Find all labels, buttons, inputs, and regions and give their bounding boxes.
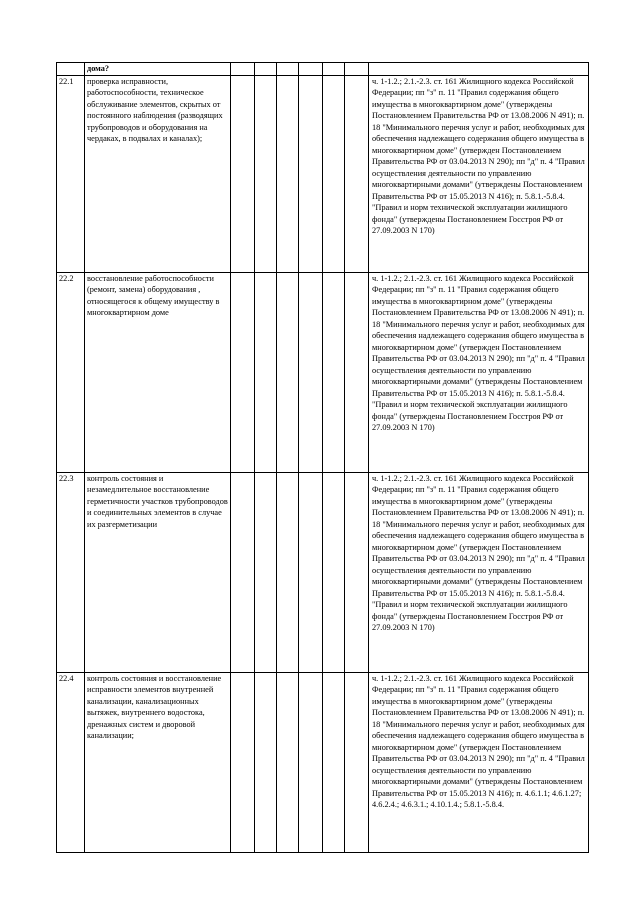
answer-cell <box>231 472 255 672</box>
answer-cell <box>277 75 299 272</box>
num-cell <box>57 63 85 76</box>
requirement-description: контроль состояния и восстановление исправности элементов внутренней канализации, канализационных вытяжек, внутреннего водостока, дренажных систем и дворовой канализации; <box>85 672 231 852</box>
requirement-description: контроль состояния и незамедлительное восстановление герметичности участков трубопроводов и соединительных элементов в случае их разгерметизации <box>85 472 231 672</box>
table-row <box>57 272 589 472</box>
legal-reference: ч. 1-1.2.; 2.1.-2.3. ст. 161 Жилищного кодекса Российской Федерации; пп "з" п. 11 "Правил содержания общего имущества в многоквартирном доме" (утверждены Постановлением Правительства РФ от 13.08.2006 N 491); п. 18 "Минимального перечня услуг и работ, необходимых для обеспечения надлежащего содержания общего имущества в многоквартирном доме" (утвержден Постановлением Правительства РФ от 03.04.2013 N 290); пп "д" п. 4 "Правил осуществления деятельности по управлению многоквартирными домами" (утверждены Постановлением Правительства РФ от 15.05.2013 N 416); п. 4.6.1.1; 4.6.1.27; 4.6.2.4.; 4.6.3.1.; 4.10.1.4.; 5.8.1.-5.8.4. <box>369 672 589 852</box>
answer-cell <box>255 63 277 76</box>
answer-cell <box>345 272 369 472</box>
answer-cell <box>277 63 299 76</box>
answer-cell <box>255 472 277 672</box>
answer-cell <box>255 75 277 272</box>
requirement-description: проверка исправности, работоспособности, техническое обслуживание элементов, скрытых от постоянного наблюдения (разводящих трубопроводов и оборудования на чердаках, в подвалах и каналах); <box>85 75 231 272</box>
answer-cell <box>231 75 255 272</box>
answer-cell <box>323 472 345 672</box>
answer-cell <box>345 472 369 672</box>
answer-cell <box>231 63 255 76</box>
answer-cell <box>255 272 277 472</box>
answer-cell <box>345 63 369 76</box>
answer-cell <box>345 672 369 852</box>
answer-cell <box>231 672 255 852</box>
answer-cell <box>277 272 299 472</box>
table-row <box>57 75 589 272</box>
answer-cell <box>299 672 323 852</box>
continuation-row <box>57 63 589 76</box>
answer-cell <box>299 63 323 76</box>
table-row <box>57 672 589 852</box>
requirement-description: восстановление работоспособности (ремонт, замена) оборудования , относящегося к общему имуществу в многоквартирном доме <box>85 272 231 472</box>
checklist-table <box>56 62 589 853</box>
answer-cell <box>299 472 323 672</box>
answer-cell <box>299 75 323 272</box>
answer-cell <box>277 472 299 672</box>
answer-cell <box>277 672 299 852</box>
answer-cell <box>299 272 323 472</box>
document-page <box>56 62 588 853</box>
row-number: 22.4 <box>57 672 85 852</box>
legal-reference: ч. 1-1.2.; 2.1.-2.3. ст. 161 Жилищного кодекса Российской Федерации; пп "з" п. 11 "Правил содержания общего имущества в многоквартирном доме" (утверждены Постановлением Правительства РФ от 13.08.2006 N 491); п. 18 "Минимального перечня услуг и работ, необходимых для обеспечения надлежащего содержания общего имущества в многоквартирном доме" (утвержден Постановлением Правительства РФ от 03.04.2013 N 290); пп "д" п. 4 "Правил осуществления деятельности по управлению многоквартирными домами" (утверждены Постановлением Правительства РФ от 15.05.2013 N 416); п. 5.8.1.-5.8.4. "Правил и норм технической эксплуатации жилищного фонда" (утверждены Постановлением Госстроя РФ от 27.09.2003 N 170) <box>369 472 589 672</box>
continuation-text: дома? <box>85 63 231 76</box>
answer-cell <box>323 672 345 852</box>
row-number: 22.3 <box>57 472 85 672</box>
answer-cell <box>255 672 277 852</box>
answer-cell <box>323 63 345 76</box>
answer-cell <box>323 75 345 272</box>
row-number: 22.1 <box>57 75 85 272</box>
reference-cell <box>369 63 589 76</box>
table-row <box>57 472 589 672</box>
answer-cell <box>231 272 255 472</box>
answer-cell <box>345 75 369 272</box>
row-number: 22.2 <box>57 272 85 472</box>
legal-reference: ч. 1-1.2.; 2.1.-2.3. ст. 161 Жилищного кодекса Российской Федерации; пп "з" п. 11 "Правил содержания общего имущества в многоквартирном доме" (утверждены Постановлением Правительства РФ от 13.08.2006 N 491); п. 18 "Минимального перечня услуг и работ, необходимых для обеспечения надлежащего содержания общего имущества в многоквартирном доме" (утвержден Постановлением Правительства РФ от 03.04.2013 N 290); пп "д" п. 4 "Правил осуществления деятельности по управлению многоквартирными домами" (утверждены Постановлением Правительства РФ от 15.05.2013 N 416); п. 5.8.1.-5.8.4. "Правил и норм технической эксплуатации жилищного фонда" (утверждены Постановлением Госстроя РФ от 27.09.2003 N 170) <box>369 272 589 472</box>
answer-cell <box>323 272 345 472</box>
legal-reference: ч. 1-1.2.; 2.1.-2.3. ст. 161 Жилищного кодекса Российской Федерации; пп "з" п. 11 "Правил содержания общего имущества в многоквартирном доме" (утверждены Постановлением Правительства РФ от 13.08.2006 N 491); п. 18 "Минимального перечня услуг и работ, необходимых для обеспечения надлежащего содержания общего имущества в многоквартирном доме" (утвержден Постановлением Правительства РФ от 03.04.2013 N 290); пп "д" п. 4 "Правил осуществления деятельности по управлению многоквартирными домами" (утверждены Постановлением Правительства РФ от 15.05.2013 N 416); п. 5.8.1.-5.8.4. "Правил и норм технической эксплуатации жилищного фонда" (утверждены Постановлением Госстроя РФ от 27.09.2003 N 170) <box>369 75 589 272</box>
